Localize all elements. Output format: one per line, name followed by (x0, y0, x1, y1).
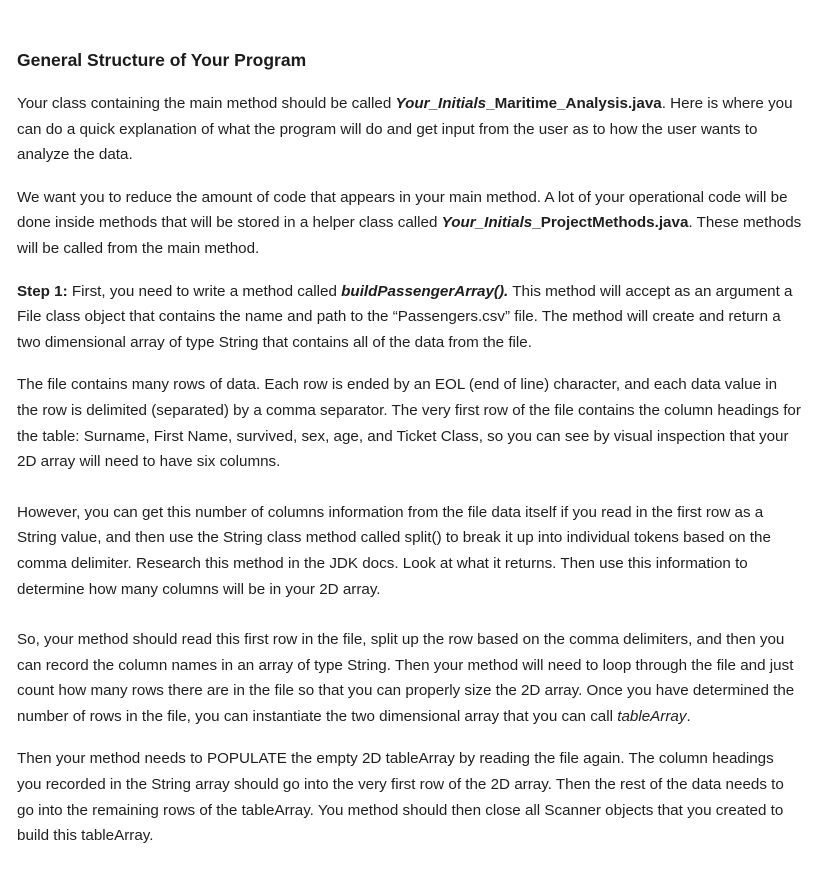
paragraph-main-class (17, 91, 802, 168)
text: . (686, 707, 691, 725)
section-heading: General Structure of Your Program (17, 50, 307, 70)
paragraph-step-1 (17, 279, 802, 356)
document-page (17, 46, 802, 866)
paragraph-populate: Then your method needs to POPULATE the empty 2D tableArray by reading the file again. The column headings you recorded in the String array should go into the very first row of the 2D array. Then the rest of the data needs to go into the remaining rows of the tableArray. You method should then close all Scanner objects that you created to build this tableArray. (17, 750, 784, 845)
text: First, you need to write a method called (67, 282, 342, 300)
step-label: Step 1: (17, 282, 68, 300)
paragraph-file-description: The file contains many rows of data. Each row is ended by an EOL (end of line) character, and each data value in the row is delimited (separated) by a comma separator. The very first row of the file contains the column headings for the table: Surname, First Name, survived, sex, age, and Ticket Class, so you can see by visual inspection that your 2D array will need to have six columns. (17, 376, 801, 471)
paragraph-helper-class (17, 185, 802, 262)
filename-initials: Your_Initials (441, 214, 533, 232)
filename-suffix: _Maritime_Analysis.java (486, 95, 662, 112)
variable-name: tableArray (617, 707, 687, 725)
text: Your class containing the main method should be called (17, 95, 396, 112)
text: This method will accept as an argument a File class object that contains the name and path to the “Passengers.csv” file. The method will create and return a two dimensional array of type String that contains all of the data from the file. (17, 282, 793, 351)
text: . Here is where you can do a quick explanation of what the program will do and get input from the user as to how the user wants to analyze the data. (17, 95, 793, 164)
filename-suffix: _ProjectMethods.java (532, 214, 689, 232)
paragraph-count-rows (17, 627, 802, 729)
method-name: buildPassengerArray(). (341, 282, 509, 300)
text: So, your method should read this first row in the file, split up the row based on the comma delimiters, and then you can record the column names in an array of type String. Then your method will need to loop through the file and just count how many rows there are in the file so that you can properly size the 2D array. Once you have determined the number of rows in the file, you can instantiate the two dimensional array that you can call (17, 631, 795, 725)
filename-initials: Your_Initials (395, 95, 487, 112)
text: We want you to reduce the amount of code that appears in your main method. A lot of your operational code will be done inside methods that will be stored in a helper class called (17, 188, 788, 232)
text: . These methods will be called from the main method. (17, 214, 802, 257)
paragraph-split-method: However, you can get this number of columns information from the file data itself if you read in the first row as a String value, and then use the String class method called split() to break it up into individual tokens based on the comma delimiter. Research this method in the JDK docs. Look at what it returns. Then use this information to determine how many columns will be in your 2D array. (17, 503, 771, 598)
